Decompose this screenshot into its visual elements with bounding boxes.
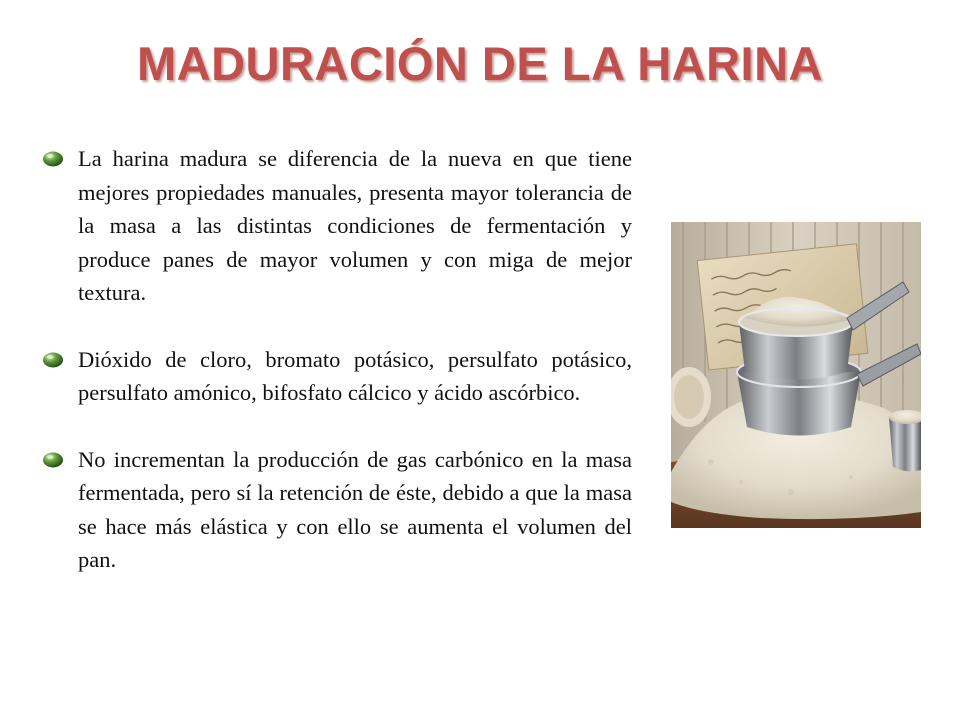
green-gem-bullet-icon xyxy=(42,450,64,468)
slide-title: MADURACIÓN DE LA HARINA xyxy=(136,37,823,90)
flour-photo-illustration xyxy=(671,222,921,528)
green-gem-bullet-icon xyxy=(42,350,64,368)
flour-measuring-cups-photo xyxy=(671,222,921,528)
bullet-item-maturation xyxy=(42,142,632,310)
bullet-item-additives xyxy=(42,343,632,410)
bullet-text: La harina madura se diferencia de la nueva en que tiene mejores propiedades manuales, presenta mayor tolerancia de la masa a las distintas condiciones de fermentación y produce panes de mayor volumen y con miga de mejor textura. xyxy=(78,146,632,305)
bullet-text: Dióxido de cloro, bromato potásico, persulfato potásico, persulfato amónico, bifosfato cálcico y ácido ascórbico. xyxy=(78,346,632,405)
bullet-item-gas-retention xyxy=(42,443,632,577)
bullet-text: No incrementan la producción de gas carbónico en la masa fermentada, pero sí la retención de éste, debido a que la masa se hace más elástica y con ello se aumenta el volumen del pan. xyxy=(78,446,632,572)
bullet-list xyxy=(42,142,632,577)
green-gem-bullet-icon xyxy=(42,149,64,167)
